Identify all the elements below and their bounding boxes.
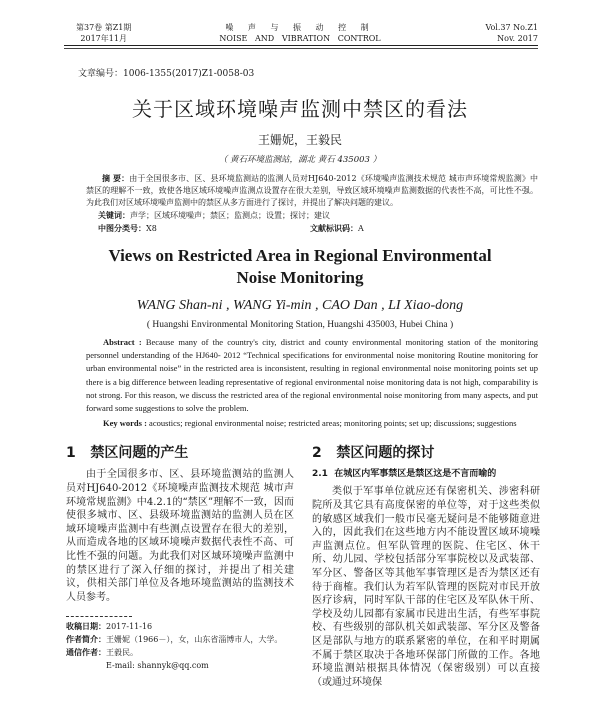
document-code <box>310 222 364 235</box>
title-en <box>0 245 600 289</box>
section-1-heading: 1 禁区问题的产生 <box>66 445 189 462</box>
abstract-en-text: Because many of the country's city, district and county environmental monitoring station of the monitoring personnel understanding of the HJ640- 2012 “Technical specifications for environmental noise monitoring Routine monitoring for urban environmental noise” in the restricted area is inconsistent, resulting in regional environmental noise monitoring points set up there is a big difference between leading representative of regional environmental noise monitoring data is not high, comparability is not strong. For this reason, we discuss the restricted area of the regional environmental noise monitoring from many aspects, and put forward some suggestions to solve the problem. <box>86 337 538 414</box>
title-en-line2: Noise Monitoring <box>236 268 364 287</box>
clc-value: X8 <box>146 224 157 233</box>
journal-name <box>170 22 430 44</box>
journal-issue <box>76 22 131 44</box>
keywords-en-label: Key words : <box>103 418 147 429</box>
keywords-en <box>86 417 538 430</box>
clc-number <box>98 222 310 235</box>
doc-code-label: 文献标识码： <box>310 223 358 233</box>
date-en: Nov. 2017 <box>497 34 538 43</box>
corr-label: 通信作者： <box>66 647 106 658</box>
received-value: 2017-11-16 <box>106 622 153 632</box>
abstract-text: 由于全国很多市、区、县环境监测站的监测人员对HJ640-2012《环境噪声监测技术规范 城市声环境常规监测》中禁区的理解不一致，致使各地区域环境噪声监测点设置存在很大差别，导致区域环境噪声监测数据的代表性不高，可比性不强。为此我们对区域环境噪声监测中的禁区从多方面进行了探讨，并提出了解决问题的建议。 <box>86 174 538 207</box>
classification-row <box>86 222 538 235</box>
corr-value: 王毅民。 <box>106 648 138 658</box>
issue-volume: 第37卷 第Z1期 <box>76 23 132 32</box>
volume-en: Vol.37 No.Z1 <box>485 23 538 32</box>
header-rule <box>64 45 538 46</box>
keywords-en-text: acoustics; regional environmental noise; restricted areas; monitoring points; set up; discussions; suggestions <box>149 418 517 429</box>
journal-volume-en <box>485 22 538 44</box>
keywords-label: 关键词： <box>98 210 130 220</box>
two-column-body <box>66 444 540 689</box>
footnotes <box>66 620 294 672</box>
affiliation-en: ( Huangshi Environmental Monitoring Station, Huangshi 435003, Hubei China ) <box>146 320 454 330</box>
right-column <box>312 444 540 689</box>
email: E-mail: shannyk@qq.com <box>106 661 209 671</box>
clc-label: 中图分类号： <box>98 223 146 233</box>
keywords-cn <box>86 209 538 222</box>
section-2-heading: 2 禁区问题的探讨 <box>312 445 435 462</box>
author-bio-value: 王姗妮（1966－），女，山东省淄博市人，大学。 <box>106 635 283 645</box>
issue-date: 2017年11月 <box>80 34 127 43</box>
authors-en: WANG Shan-ni , WANG Yi-min , CAO Dan , LI Xiao-dong <box>136 298 464 313</box>
author-bio-label: 作者简介： <box>66 634 106 645</box>
corresponding-author <box>66 646 294 659</box>
journal-name-cn: 噪 声 与 振 动 控 制 <box>225 23 375 32</box>
authors-cn: 王姗妮，王毅民 <box>257 133 342 147</box>
doc-code-value: A <box>358 224 364 233</box>
header-rule <box>64 48 538 49</box>
author-bio <box>66 633 294 646</box>
title-en-line1: Views on Restricted Area in Regional Environmental <box>108 246 492 265</box>
section-2-1-heading: 2.1 在城区内军事禁区是禁区这是不言而喻的 <box>312 469 497 480</box>
journal-name-en: NOISE AND VIBRATION CONTROL <box>219 34 381 43</box>
received-label: 收稿日期： <box>66 621 106 632</box>
abstract-cn <box>86 172 538 209</box>
received-date <box>66 620 294 633</box>
footnote-rule <box>66 616 132 617</box>
abstract-label: 摘 要： <box>102 173 130 183</box>
section-1-paragraph: 由于全国很多市、区、县环境监测站的监测人员对HJ640-2012《环境噪声监测技术规范 城市声环境常规监测》中4.2.1的“禁区”理解不一致，因而使很多城市、区、县级环境监测站的监测人员在区域环境噪声监测中有些测点设置存在很大的差别，从而造成各地的区域环境噪声数据代表性不高、可比性不强的问题。为此我们对区域环境噪声监测中的禁区进行了深入仔细的探讨，并提出了相关建议，供相关部门单位及各地环境监测站的监测技术人员参考。 <box>66 469 294 603</box>
section-2-paragraph: 类似于军事单位就应还有保密机关、涉密科研院所及其它具有高度保密的单位等，对于这些类似的敏感区域我们一般市民毫无疑问是不能够随意进入的，因此我们在这些地方内不能设置区域环境噪声监测点位。但军队管理的医院、住宅区、休干所、幼儿园、学校包括部分军事院校以及武装部、军分区、警备区等其他军事管理区是否为禁区还有待于商榷。我们认为若军队管理的医院对市民开放医疗诊病，同时军队干部的住宅区及军队休干所、学校及幼儿园都有家属市民进出生活，有些军事院校、有些级别的部队机关如武装部、军分区及警备区是部队与地方的联系紧密的单位，在和平时期属不属于禁区取决于各地环保部门所做的工作。各地环境监测站根据具体情况（保密级别）可以直接（或通过环境保 <box>312 486 540 688</box>
abstract-en-label: Abstract : <box>103 337 142 347</box>
affiliation-cn: （ 黄石环境监测站，湖北 黄石 435003 ） <box>218 155 382 165</box>
article-number: 文章编号：1006-1355(2017)Z1-0058-03 <box>78 69 255 79</box>
title-cn: 关于区域环境噪声监测中禁区的看法 <box>132 97 468 121</box>
left-column <box>66 444 294 689</box>
abstract-en <box>86 336 538 415</box>
keywords-text: 声学；区域环境噪声；禁区；监测点；设置；探讨；建议 <box>130 211 330 220</box>
article-body <box>0 68 600 689</box>
